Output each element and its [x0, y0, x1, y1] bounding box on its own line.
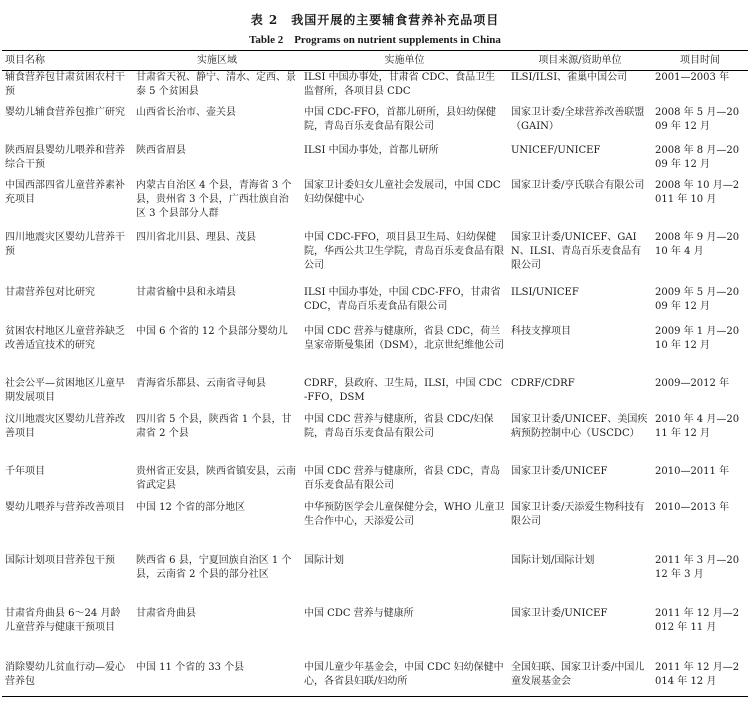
cell-time: 2009—2012 年	[655, 377, 730, 389]
cell-source: 国家卫计委/全球营养改善联盟（GAIN）	[511, 106, 645, 132]
cell-source: 国家卫计委/天添爱生物科技有限公司	[511, 501, 645, 527]
cell-project-name: 甘肃省舟曲县 6～24 月龄儿童营养与健康干预项目	[5, 607, 121, 633]
table-row	[2, 179, 748, 231]
cell-region: 四川省 5 个县，陕西省 1 个县，甘肃省 2 个县	[136, 413, 292, 439]
cell-region: 中国 11 个省的 33 个县	[136, 661, 245, 673]
cell-project-name: 辅食营养包甘肃贫困农村干预	[5, 72, 125, 97]
cell-time: 2009 年 1 月—2010 年 12 月	[655, 325, 740, 351]
cell-time: 2011 年 3 月—2012 年 3 月	[655, 554, 740, 580]
cell-project-name: 消除婴幼儿贫血行动—爱心营养包	[5, 661, 125, 687]
cell-source: 全国妇联、国家卫计委/中国儿童发展基金会	[511, 661, 645, 687]
cell-region: 山西省长治市、壶关县	[136, 106, 236, 118]
cell-region: 四川省北川县、理县、茂县	[136, 231, 256, 243]
header-region: 实施区域	[197, 54, 237, 66]
table-row	[2, 71, 748, 106]
table-row	[2, 231, 748, 286]
cell-project-name: 婴幼儿喂养与营养改善项目	[5, 501, 125, 513]
table-row	[2, 106, 748, 144]
table-row	[2, 325, 748, 377]
programs-table	[2, 50, 748, 697]
header-project-name: 项目名称	[5, 54, 45, 66]
table-row	[2, 607, 748, 661]
cell-unit: 中国儿童少年基金会，中国 CDC 妇幼保健中心，各省县妇联/妇幼所	[304, 661, 504, 687]
cell-unit: 中国 CDC 营养与健康所，省县 CDC/妇保院，青岛百乐麦食品有限公司	[304, 413, 494, 439]
table-row	[2, 501, 748, 554]
cell-unit: 中国 CDC-FFO，首都儿研所，县妇幼保健院，青岛百乐麦食品有限公司	[304, 106, 496, 132]
header-unit: 实施单位	[384, 54, 425, 66]
cell-time: 2001—2003 年	[655, 72, 730, 83]
cell-region: 陕西省 6 县，宁夏回族自治区 1 个县，云南省 2 个县的部分社区	[136, 554, 292, 580]
cell-region: 甘肃省天祝、静宁、清水、定西、景泰 5 个贫困县	[136, 72, 296, 97]
cell-project-name: 贫困农村地区儿童营养缺乏改善适宜技术的研究	[5, 325, 125, 351]
cell-project-name: 国际计划项目营养包干预	[5, 554, 115, 566]
cell-time: 2010—2011 年	[655, 465, 730, 477]
cell-unit: 中华预防医学会儿童保健分会，WHO 儿童卫生合作中心，天添爱公司	[304, 501, 505, 527]
cell-region: 甘肃省榆中县和永靖县	[136, 286, 236, 298]
cell-project-name: 婴幼儿辅食营养包推广研究	[5, 106, 125, 118]
cell-project-name: 四川地震灾区婴幼儿营养干预	[5, 231, 125, 257]
header-time: 项目时间	[680, 54, 720, 66]
cell-unit: 中国 CDC 营养与健康所	[304, 607, 414, 619]
cell-unit: 中国 CDC 营养与健康所，省县 CDC，青岛百乐麦食品有限公司	[304, 465, 501, 491]
cell-unit: 中国 CDC 营养与健康所，省县 CDC，荷兰皇家帝斯曼集团（DSM），北京世纪维他公司	[304, 325, 505, 351]
cell-project-name: 汶川地震灾区婴幼儿营养改善项目	[5, 413, 125, 439]
cell-unit: 国际计划	[304, 554, 344, 566]
cell-source: 国家卫计委/亨氏联合有限公司	[511, 179, 645, 191]
cell-unit: 国家卫计委妇女儿童社会发展司，中国 CDC 妇幼保健中心	[304, 179, 501, 205]
header-source: 项目来源/资助单位	[538, 54, 622, 66]
cell-time: 2011 年 12 月—2014 年 12 月	[655, 661, 740, 687]
cell-project-name: 陕西眉县婴幼儿喂养和营养综合干预	[5, 144, 125, 170]
cell-region: 内蒙古自治区 4 个县，青海省 3 个县，贵州省 3 个县，广西壮族自治区 3 个县部分人群	[136, 179, 292, 219]
cell-source: ILSI/UNICEF	[511, 286, 579, 298]
table-row	[2, 554, 748, 607]
cell-time: 2010 年 4 月—2011 年 12 月	[655, 413, 740, 439]
table-row	[2, 286, 748, 325]
cell-time: 2008 年 10 月—2011 年 10 月	[655, 179, 740, 205]
cell-source: UNICEF/UNICEF	[511, 144, 601, 156]
cell-source: 国家卫计委/UNICEF	[511, 607, 608, 619]
cell-unit: ILSI 中国办事处，甘肃省 CDC、食品卫生监督所，各项目县 CDC	[304, 72, 496, 97]
cell-region: 贵州省正安县，陕西省镇安县，云南省武定县	[136, 465, 296, 491]
cell-source: 科技支撑项目	[511, 325, 571, 337]
cell-source: 国家卫计委/UNICEF、GAIN、ILSI、青岛百乐麦食品有限公司	[511, 231, 642, 271]
cell-source: 国际计划/国际计划	[511, 554, 595, 566]
cell-project-name: 千年项目	[5, 465, 45, 477]
cell-source: ILSI/ILSI、雀巢中国公司	[511, 72, 628, 83]
cell-project-name: 甘肃营养包对比研究	[5, 286, 95, 298]
table-title-chinese: 表 2 我国开展的主要辅食营养补充品项目	[250, 13, 500, 27]
cell-project-name: 中国西部四省儿童营养素补充项目	[5, 179, 125, 205]
cell-time: 2008 年 8 月—2009 年 12 月	[655, 144, 740, 170]
cell-region: 青海省乐都县、云南省寻甸县	[136, 377, 266, 389]
cell-source: 国家卫计委/UNICEF	[511, 465, 608, 477]
cell-time: 2010—2013 年	[655, 501, 730, 513]
table-row	[2, 465, 748, 501]
cell-source: CDRF/CDRF	[511, 377, 575, 389]
cell-time: 2011 年 12 月—2012 年 11 月	[655, 607, 740, 633]
cell-region: 中国 12 个省的部分地区	[136, 501, 246, 513]
cell-region: 陕西省眉县	[136, 144, 186, 156]
cell-unit: ILSI 中国办事处，首都儿研所	[304, 144, 439, 156]
table-header-row	[2, 51, 748, 71]
cell-unit: 中国 CDC-FFO，项目县卫生局、妇幼保健院，华西公共卫生学院，青岛百乐麦食品有限公司	[304, 231, 504, 271]
table-row	[2, 377, 748, 413]
cell-region: 中国 6 个省的 12 个县部分婴幼儿	[136, 325, 288, 337]
cell-time: 2008 年 5 月—2009 年 12 月	[655, 106, 740, 132]
cell-region: 甘肃省舟曲县	[136, 607, 196, 619]
table-row	[2, 661, 748, 697]
table-title-english: Table 2 Programs on nutrient supplements in China	[249, 34, 501, 46]
table-row	[2, 144, 748, 179]
table-row	[2, 413, 748, 465]
cell-project-name: 社会公平—贫困地区儿童早期发展项目	[5, 377, 125, 403]
cell-time: 2009 年 5 月—2009 年 12 月	[655, 286, 740, 312]
cell-time: 2008 年 9 月—2010 年 4 月	[655, 231, 740, 257]
cell-source: 国家卫计委/UNICEF、美国疾病预防控制中心（USCDC）	[511, 413, 648, 439]
cell-unit: ILSI 中国办事处，中国 CDC-FFO，甘肃省 CDC，青岛百乐麦食品有限公司	[304, 286, 501, 312]
cell-unit: CDRF，县政府、卫生局，ILSI，中国 CDC-FFO，DSM	[304, 377, 503, 403]
